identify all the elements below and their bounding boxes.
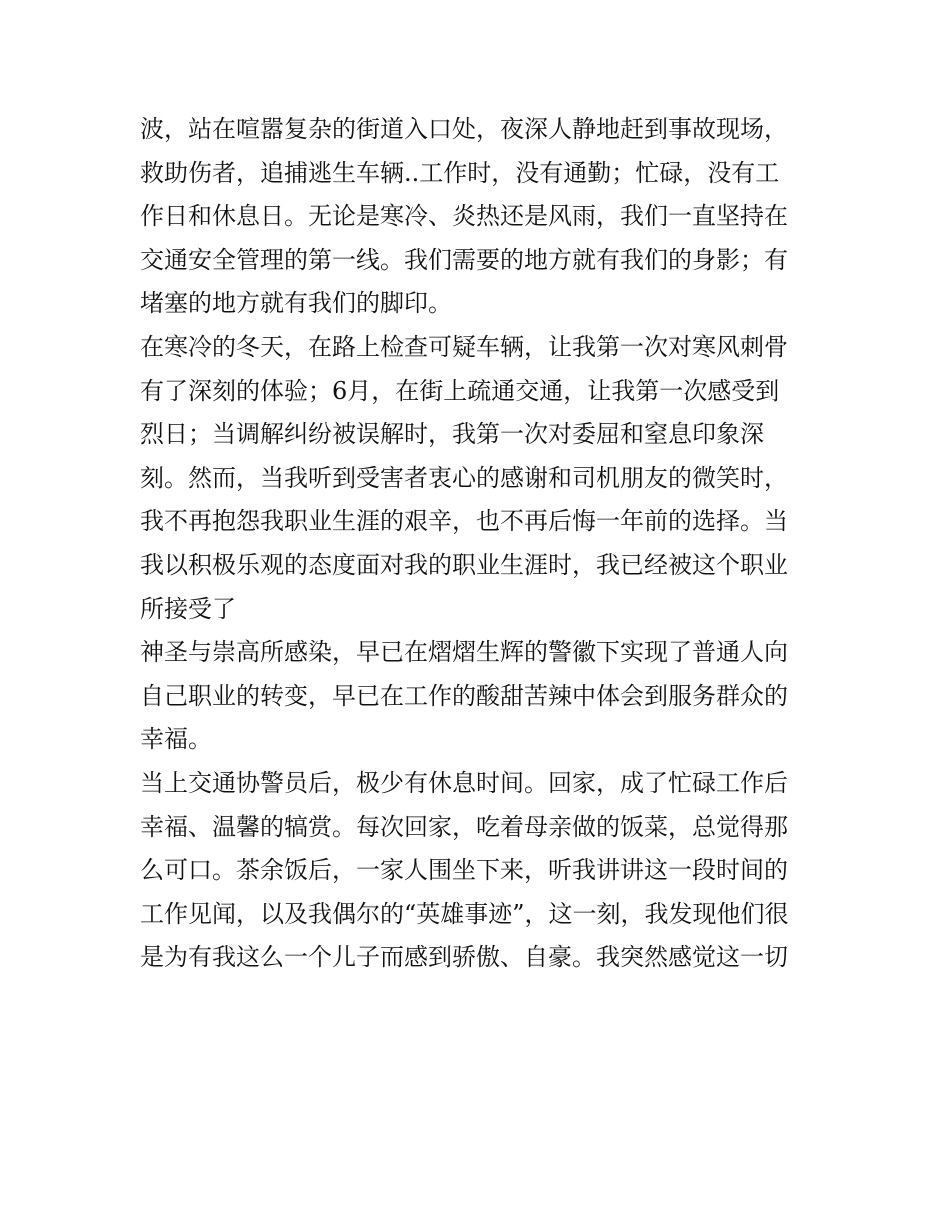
text-line: 烈日；当调解纠纷被误解时，我第一次对委屈和窒息印象深 <box>140 420 764 449</box>
text-line: 所接受了 <box>140 594 236 623</box>
text-line: 工作见闻，以及我偶尔的“英雄事迹”，这一刻，我发现他们很 <box>140 899 789 928</box>
text-line: 作日和休息日。无论是寒冷、炎热还是风雨，我们一直坚持在 <box>140 202 788 231</box>
text-line: 当上交通协警员后，极少有休息时间。回家，成了忙碌工作后 <box>140 768 788 797</box>
text-line: 神圣与崇高所感染，早已在熠熠生辉的警徽下实现了普通人向 <box>140 638 788 667</box>
document-body <box>140 108 820 980</box>
text-line: 刻。然而，当我听到受害者衷心的感谢和司机朋友的微笑时， <box>140 463 788 492</box>
text-line: 救助伤者，追捕逃生车辆..工作时，没有通勤；忙碌，没有工 <box>140 158 780 187</box>
text-line: 我不再抱怨我职业生涯的艰辛，也不再后悔一年前的选择。当 <box>140 507 788 536</box>
text-line: 是为有我这么一个儿子而感到骄傲、自豪。我突然感觉这一切 <box>140 943 788 972</box>
text-line: 自己职业的转变，早已在工作的酸甜苦辣中体会到服务群众的 <box>140 681 788 710</box>
text-line: 么可口。茶余饭后，一家人围坐下来，听我讲讲这一段时间的 <box>140 856 788 885</box>
text-line: 幸福、温馨的犒赏。每次回家，吃着母亲做的饭菜，总觉得那 <box>140 812 788 841</box>
text-line: 我以积极乐观的态度面对我的职业生涯时，我已经被这个职业 <box>140 550 788 579</box>
text-line: 在寒冷的冬天，在路上检查可疑车辆，让我第一次对寒风刺骨 <box>140 332 788 361</box>
text-line: 波，站在喧嚣复杂的街道入口处，夜深人静地赶到事故现场， <box>140 115 788 143</box>
text-line: 堵塞的地方就有我们的脚印。 <box>140 289 452 318</box>
text-line: 幸福。 <box>140 725 212 754</box>
text-line: 有了深刻的体验；6月，在街上疏通交通，让我第一次感受到 <box>140 376 780 405</box>
text-line: 交通安全管理的第一线。我们需要的地方就有我们的身影；有 <box>140 245 788 274</box>
